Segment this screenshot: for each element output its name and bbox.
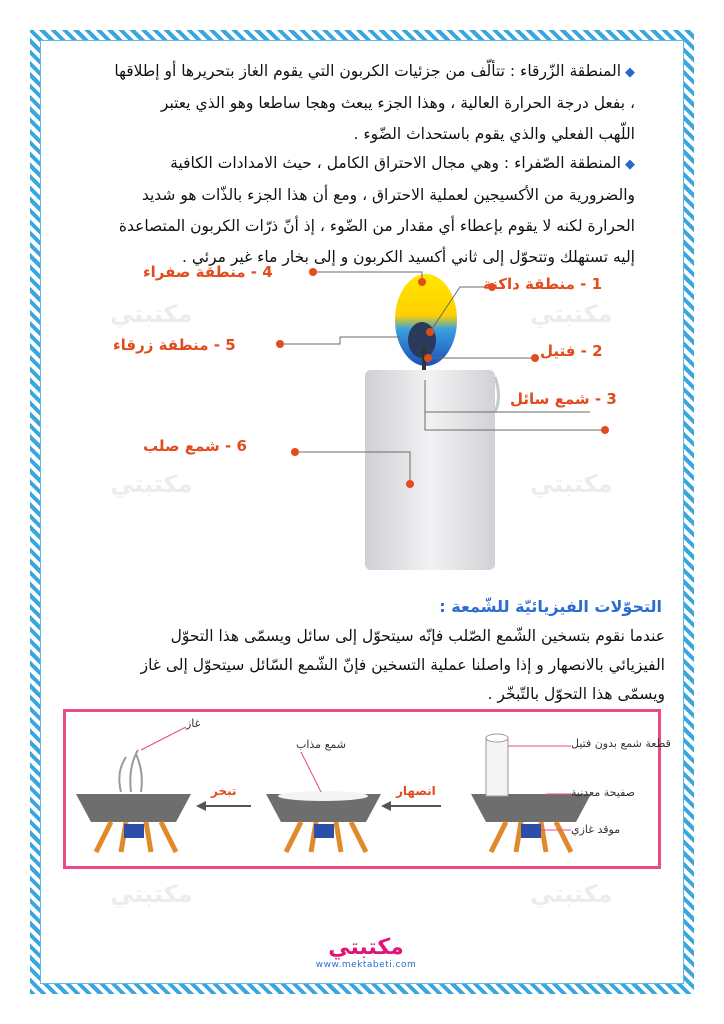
watermark: مكتبتي [110,470,193,498]
section-title: التحوّلات الفيزيائيّة للشّمعة : [439,597,662,616]
label-molten-wax: شمع مذاب [296,738,347,751]
bullet-icon: ◆ [625,157,635,172]
watermark: مكتبتي [110,880,193,908]
watermark: مكتبتي [530,470,613,498]
text-line: الحرارة لكنه لا يقوم بإعطاء أي مقدار من الضّوء ، إذ أنّ ذرّات الكربون المتصاعدة [118,217,635,235]
marker-dot [291,448,299,456]
watermark: مكتبتي [110,300,193,328]
watermark: مكتبتي [530,880,613,908]
brand-name: مكتبتي [328,935,404,960]
label-evaporation: تبخر [211,784,237,798]
text-line: ◆المنطقة الصّفراء : وهي مجال الاحتراق الكامل ، حيث الامدادات الكافية [170,154,635,172]
leader-line [313,272,422,282]
paragraph-blue-zone [60,56,635,150]
metal-plate-icon [76,794,191,822]
text-line: ، بفعل درجة الحرارة العالية ، وهذا الجزء يبعث وهجا ساطعا وهو الذي يعتبر [160,94,635,112]
marker-dot [309,268,317,276]
marker-dot [276,340,284,348]
candle-body [365,370,495,570]
marker-dot [406,480,414,488]
label-blue-zone: 5 - منطقة زرقاء [113,336,236,354]
candle-diagram [100,262,660,582]
paragraph-yellow-zone [60,148,635,273]
paragraph-physical-changes [60,622,665,709]
text-line: الفيزيائي بالانصهار و إذا واصلنا عملية التسخين فإنّ الشّمع السّائل سيتحوّل إلى غاز [140,656,665,674]
wax-drip [495,377,499,412]
text-line: ◆المنطقة الزّرقاء : تتألّف من جزئيات الكربون التي يقوم الغاز بتحريرها أو إطلاقها [114,62,635,80]
label-gas-burner: موقد غازي [571,823,621,836]
label-wax-piece: قطعة شمع بدون فتيل [571,737,671,750]
label-wick: 2 - فتيل [540,342,603,360]
gas-burner-icon [314,824,334,838]
gas-burner-icon [124,824,144,838]
marker-dot [601,426,609,434]
label-gas: غاز [186,717,201,730]
setup-molten [266,791,381,852]
footer-logo [306,935,426,975]
label-solid-wax: 6 - شمع صلب [143,437,247,455]
marker-dot [424,354,432,362]
text-line: اللّهب الفعلي والذي يقوم باستحداث الضّوء . [353,125,635,143]
text-line: ويسمّى هذا التحوّل بالتّبخّر . [487,685,665,703]
experiment-illustration [66,712,658,866]
experiment-diagram [63,709,671,869]
bullet-icon: ◆ [625,65,635,80]
label-yellow-zone: 4 - منطقة صفراء [143,263,273,281]
gas-burner-icon [521,824,541,838]
vapor-icon [119,750,141,792]
watermark: مكتبتي [530,300,613,328]
leader-line [280,337,400,344]
label-melting: انصهار [396,784,436,798]
text-line: عندما نقوم بتسخين الشّمع الصّلب فإنّه سيتحوّل إلى سائل ويسمّى هذا التحوّل [170,627,665,645]
marker-dot [531,354,539,362]
setup-gas [76,750,191,852]
label-dark-zone: 1 - منطقة داكنة [483,275,603,293]
label-metal-plate: صفيحة معدنية [571,786,635,799]
brand-url: www.mektabeti.com [315,960,417,970]
text-line: والضرورية من الأكسيجين لعملية الاحتراق ، ومع أن هذا الجزء بالذّات هو شديد [141,186,635,204]
molten-wax-icon [278,791,368,801]
marker-dot [418,278,426,286]
text-line: إليه تستهلك وتتحوّل إلى ثاني أكسيد الكربون و إلى بخار ماء غير مرئي . [182,248,635,266]
label-liquid-wax: 3 - شمع سائل [510,390,617,408]
wax-piece-icon [486,738,508,796]
marker-dot [426,328,434,336]
